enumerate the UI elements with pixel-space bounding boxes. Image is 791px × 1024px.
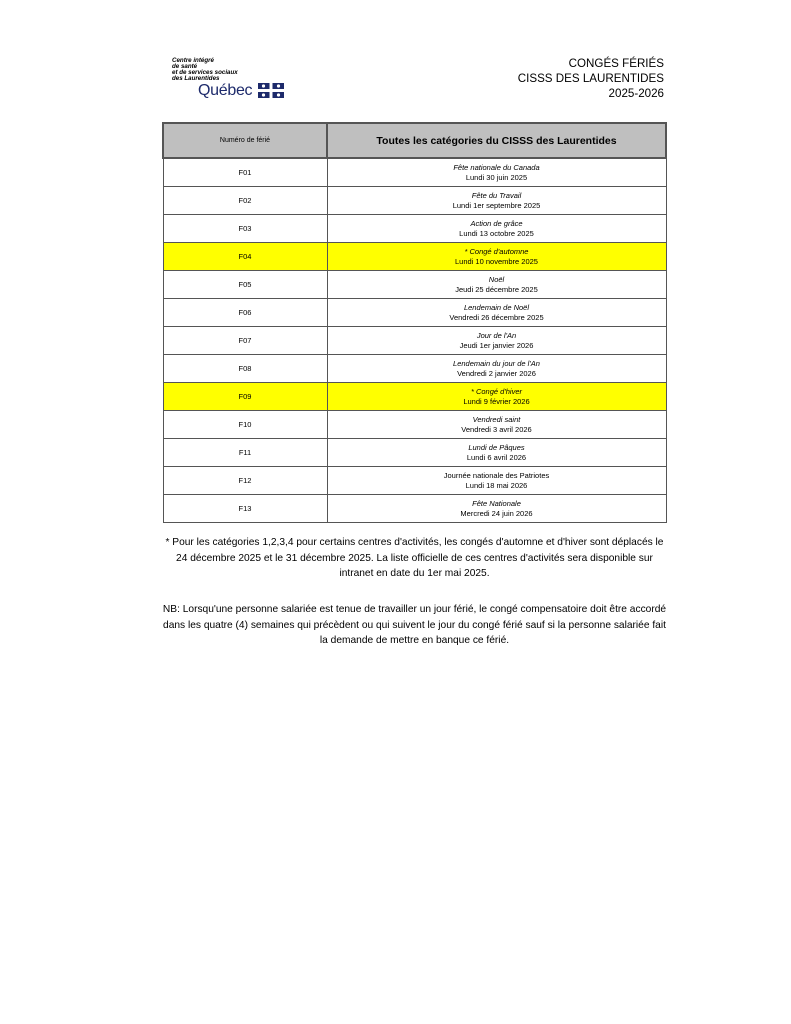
footnote-categories: * Pour les catégories 1,2,3,4 pour certains centres d'activités, les congés d'automne et d'hiver sont déplacés le 24 décembre 2025 et le 31 décembre 2025. La liste officielle de ces centres d'activités sera disponible sur intranet en date du 1er mai 2025. (165, 537, 664, 579)
holiday-cell (327, 299, 666, 327)
table-row (163, 383, 666, 411)
holiday-cell (327, 411, 666, 439)
holiday-cell (327, 467, 666, 495)
holiday-name: Lendemain de Noël (463, 302, 530, 312)
table-row (163, 243, 666, 271)
holiday-cell (327, 215, 666, 243)
header-title: CONGÉS FÉRIÉS (568, 57, 664, 70)
holiday-code: F04 (163, 243, 327, 271)
holiday-code: F06 (163, 299, 327, 327)
table-header-row (163, 123, 666, 158)
holiday-date: Vendredi 3 avril 2026 (461, 424, 532, 434)
holiday-date: Vendredi 2 janvier 2026 (457, 368, 536, 378)
holiday-date: Jeudi 1er janvier 2026 (459, 340, 534, 350)
holiday-code: F08 (163, 355, 327, 383)
table-row (163, 439, 666, 467)
holiday-date: Lundi 9 février 2026 (463, 396, 530, 406)
holiday-name: Noël (488, 274, 505, 284)
holiday-date: Lundi 1er septembre 2025 (452, 200, 541, 210)
holiday-code: F10 (163, 411, 327, 439)
table-row (163, 215, 666, 243)
holiday-cell (327, 439, 666, 467)
holiday-code: F03 (163, 215, 327, 243)
holiday-name: Lundi de Pâques (468, 442, 525, 452)
header-organization: CISSS DES LAURENTIDES (517, 72, 664, 85)
header-year: 2025-2026 (608, 87, 664, 100)
holiday-name: Action de grâce (470, 218, 523, 228)
holiday-code: F05 (163, 271, 327, 299)
table-row (163, 411, 666, 439)
table-row (163, 495, 666, 523)
holiday-name: Jour de l'An (476, 330, 517, 340)
holiday-date: Lundi 18 mai 2026 (465, 480, 528, 490)
holiday-code: F11 (163, 439, 327, 467)
table-row (163, 187, 666, 215)
table-row (163, 271, 666, 299)
table-body (163, 158, 666, 523)
column-header-categories: Toutes les catégories du CISSS des Laurentides (327, 123, 666, 158)
holiday-cell (327, 187, 666, 215)
holiday-code: F02 (163, 187, 327, 215)
holiday-code: F09 (163, 383, 327, 411)
holiday-date: Lundi 6 avril 2026 (466, 452, 527, 462)
column-header-number: Numéro de férié (163, 123, 327, 158)
holiday-date: Lundi 30 juin 2025 (465, 172, 528, 182)
document-header (518, 56, 664, 101)
holiday-name: Journée nationale des Patriotes (443, 470, 550, 480)
holiday-name: Vendredi saint (472, 414, 521, 424)
holiday-name: Fête du Travail (471, 190, 522, 200)
holiday-date: Lundi 13 octobre 2025 (459, 228, 534, 238)
holiday-name: Lendemain du jour de l'An (453, 358, 540, 368)
table-row (163, 467, 666, 495)
logo-organization-name: Centre intégré de santé et de services sociaux des Laurentides (172, 57, 238, 82)
table-row (163, 327, 666, 355)
quebec-flag-icon (258, 83, 284, 98)
logo-quebec-wordmark: Québec (198, 82, 253, 99)
holiday-code: F01 (163, 158, 327, 187)
holiday-code: F13 (163, 495, 327, 523)
table-row (163, 355, 666, 383)
holiday-cell (327, 355, 666, 383)
holiday-cell (327, 383, 666, 411)
holiday-code: F07 (163, 327, 327, 355)
holiday-name: Fête Nationale (472, 498, 521, 508)
holiday-cell (327, 327, 666, 355)
holiday-name: * Congé d'automne (464, 246, 529, 256)
holiday-date: Lundi 10 novembre 2025 (455, 256, 538, 266)
holiday-cell (327, 271, 666, 299)
holidays-table (162, 122, 667, 523)
holiday-name: Fête nationale du Canada (453, 162, 540, 172)
holiday-name: * Congé d'hiver (470, 386, 523, 396)
holiday-cell (327, 495, 666, 523)
table-row (163, 158, 666, 187)
holiday-date: Mercredi 24 juin 2026 (460, 508, 533, 518)
holiday-date: Vendredi 26 décembre 2025 (449, 312, 544, 322)
table-row (163, 299, 666, 327)
organization-logo (172, 58, 292, 102)
holiday-code: F12 (163, 467, 327, 495)
footnote-compensatory-leave: NB: Lorsqu'une personne salariée est tenue de travailler un jour férié, le congé compensatoire doit être accordé dans les quatre (4) semaines qui précèdent ou qui suivent le jour du congé férié sauf si la personne salariée fait la demande de mettre en banque ce férié. (162, 604, 667, 646)
holiday-date: Jeudi 25 décembre 2025 (455, 284, 538, 294)
holiday-cell (327, 243, 666, 271)
holiday-cell (327, 158, 666, 187)
